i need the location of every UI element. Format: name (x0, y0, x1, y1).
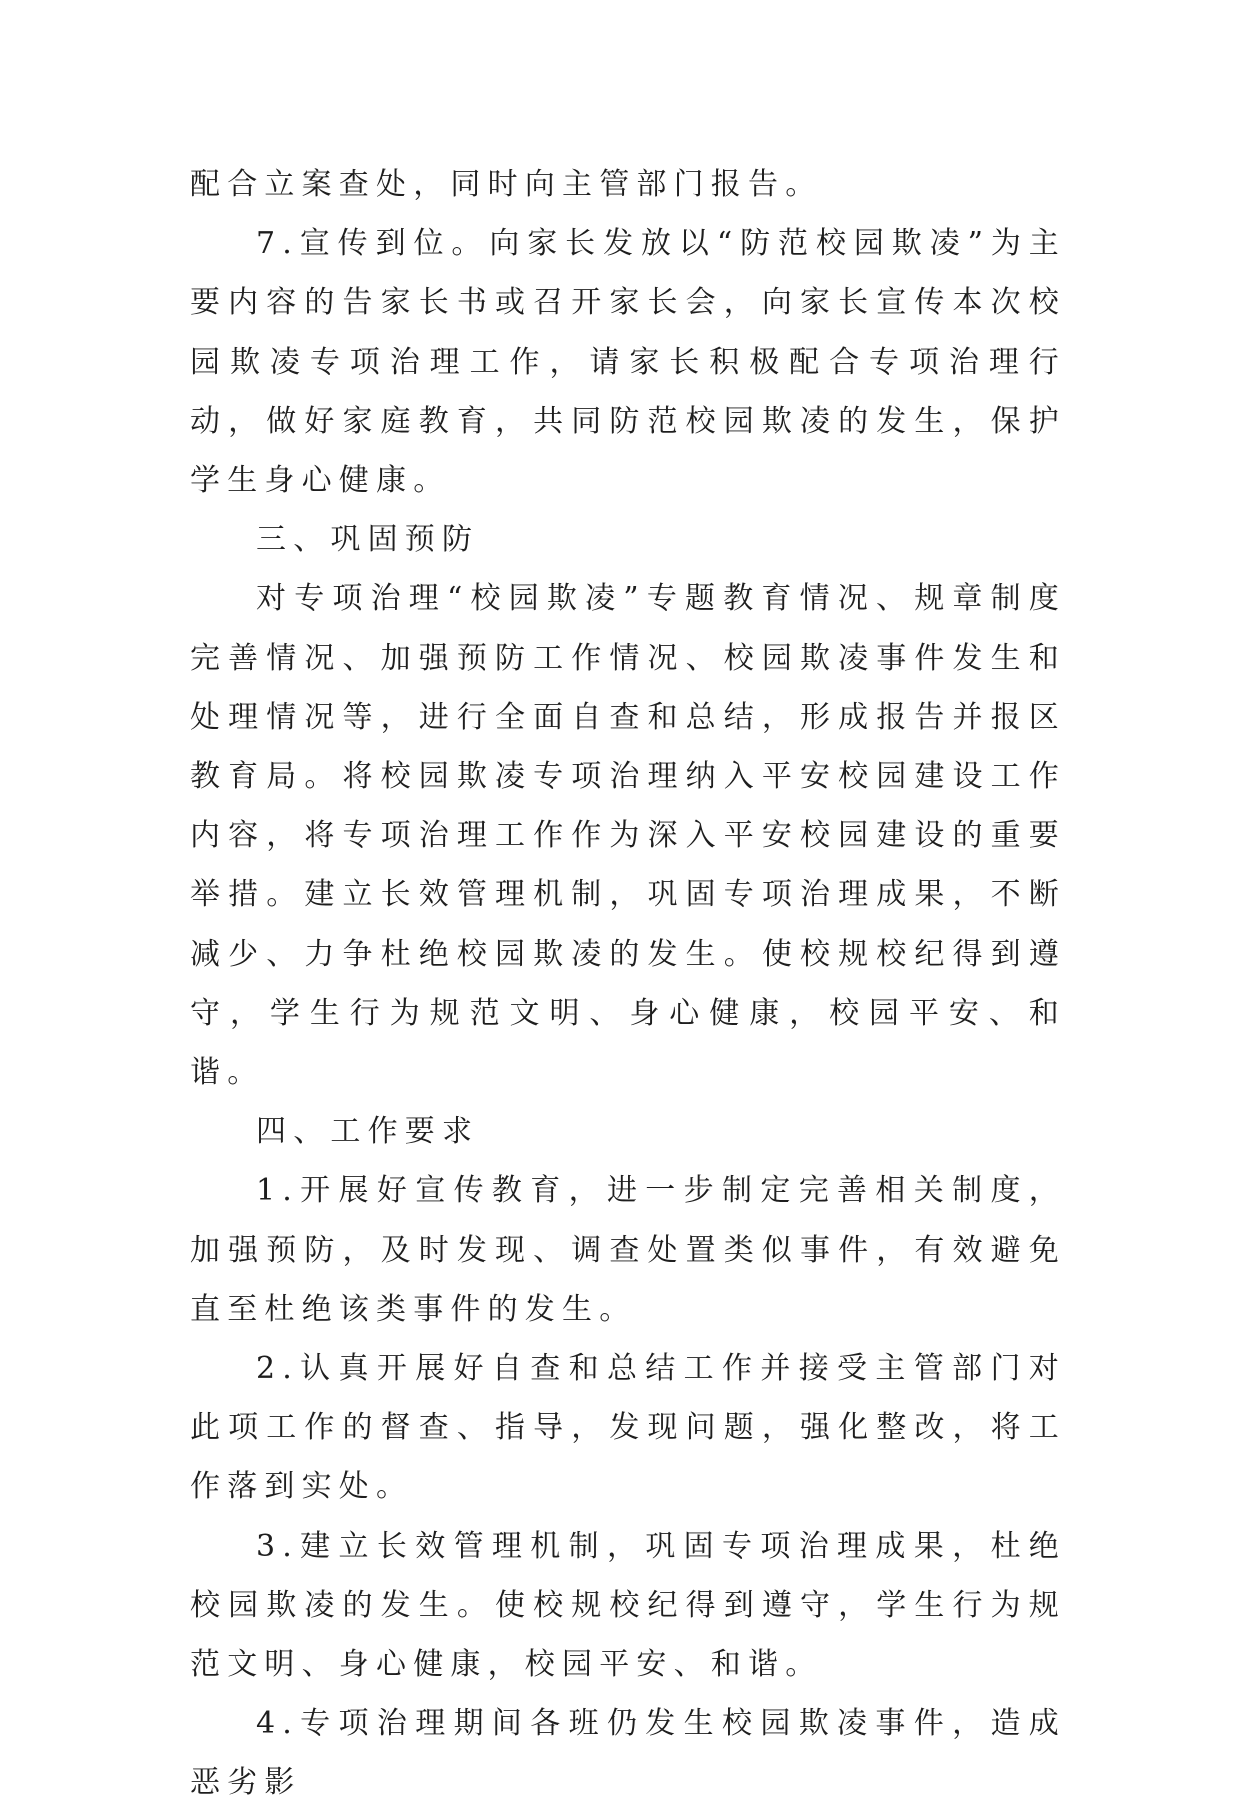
section-heading-work-requirements: 四、工作要求 (256, 1114, 480, 1150)
paragraph-item-7: 7.宣传到位。向家长发放以“防范校园欺凌”为主要内容的告家长书或召开家长会，向家长宣传本次校园欺凌专项治理工作，请家长积极配合专项治理行动，做好家庭教育，共同防范校园欺凌的发生，保护学生身心健康。 (190, 226, 1066, 499)
paragraph-requirement-3: 3.建立长效管理机制，巩固专项治理成果，杜绝校园欺凌的发生。使校规校纪得到遵守，学生行为规范文明、身心健康，校园平安、和谐。 (190, 1528, 1066, 1683)
paragraph-requirement-2: 2.认真开展好自查和总结工作并接受主管部门对此项工作的督查、指导，发现问题，强化整改，将工作落到实处。 (190, 1351, 1066, 1505)
paragraph-section-3-body: 对专项治理“校园欺凌”专题教育情况、规章制度完善情况、加强预防工作情况、校园欺凌事件发生和处理情况等，进行全面自查和总结，形成报告并报区教育局。将校园欺凌专项治理纳入平安校园建设工作内容，将专项治理工作作为深入平安校园建设的重要举措。建立长效管理机制，巩固专项治理成果，不断减少、力争杜绝校园欺凌的发生。使校规校纪得到遵守，学生行为规范文明、身心健康，校园平安、和谐。 (190, 581, 1066, 1091)
paragraph-continuation: 配合立案查处，同时向主管部门报告。 (190, 167, 823, 202)
paragraph-requirement-4: 4.专项治理期间各班仍发生校园欺凌事件，造成恶劣影 (190, 1706, 1066, 1801)
section-heading-consolidate-prevention: 三、巩固预防 (256, 522, 480, 558)
document-body (190, 155, 1066, 1813)
paragraph-requirement-1: 1.开展好宣传教育，进一步制定完善相关制度，加强预防，及时发现、调查处置类似事件，有效避免直至杜绝该类事件的发生。 (190, 1173, 1066, 1327)
